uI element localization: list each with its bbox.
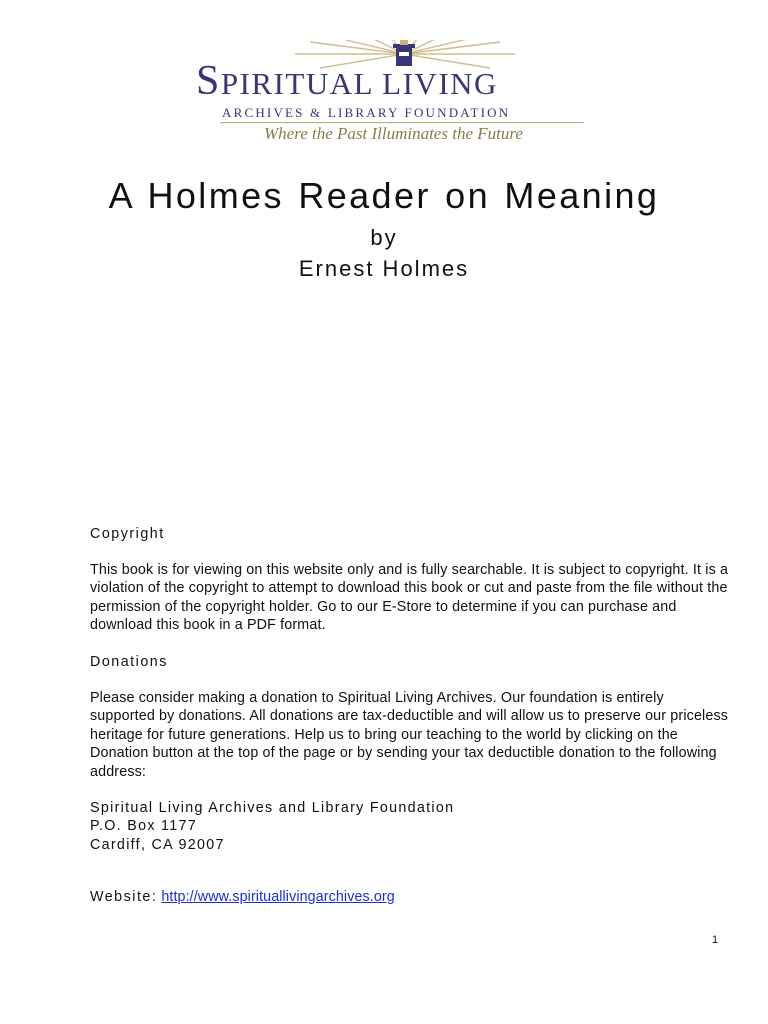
document-title: A Holmes Reader on Meaning [108, 175, 660, 216]
mailing-address [90, 799, 730, 854]
logo-title [196, 60, 498, 105]
logo-title-initial: S [196, 58, 221, 104]
address-line-1: Spiritual Living Archives and Library Foundation [90, 800, 455, 816]
donations-text: Please consider making a donation to Spiritual Living Archives. Our foundation is entirely supported by donations. All donations are tax-deductible and will allow us to preserve our priceless heritage for future generations. Help us to bring our teaching to the world by clicking on the Donation button at the top of the page or by sending your tax deductible donation to the following address: [90, 690, 729, 780]
address-line-3: Cardiff, CA 92007 [90, 836, 225, 853]
byline-by: by [370, 225, 398, 250]
logo-subtitle: ARCHIVES & LIBRARY FOUNDATION [222, 105, 511, 120]
foundation-logo [190, 40, 590, 150]
logo-title-rest: PIRITUAL LIVING [220, 66, 498, 101]
donations-heading: Donations [90, 654, 168, 670]
website-line [90, 888, 730, 906]
address-line-2: P.O. Box 1177 [90, 818, 197, 835]
page-number: 1 [712, 934, 719, 946]
website-label: Website: [90, 889, 158, 905]
copyright-text: This book is for viewing on this website only and is fully searchable. It is subject to copyright. It is a violation of the copyright to attempt to download this book or cut and paste from the file without the permission of the copyright holder. Go to our E-Store to determine if you can purchase and download this book in a PDF format. [90, 562, 729, 634]
website-link[interactable]: http://www.spirituallivingarchives.org [161, 889, 395, 905]
author-name: Ernest Holmes [298, 256, 470, 281]
logo-tagline: Where the Past Illuminates the Future [264, 124, 523, 143]
copyright-heading: Copyright [90, 526, 165, 542]
